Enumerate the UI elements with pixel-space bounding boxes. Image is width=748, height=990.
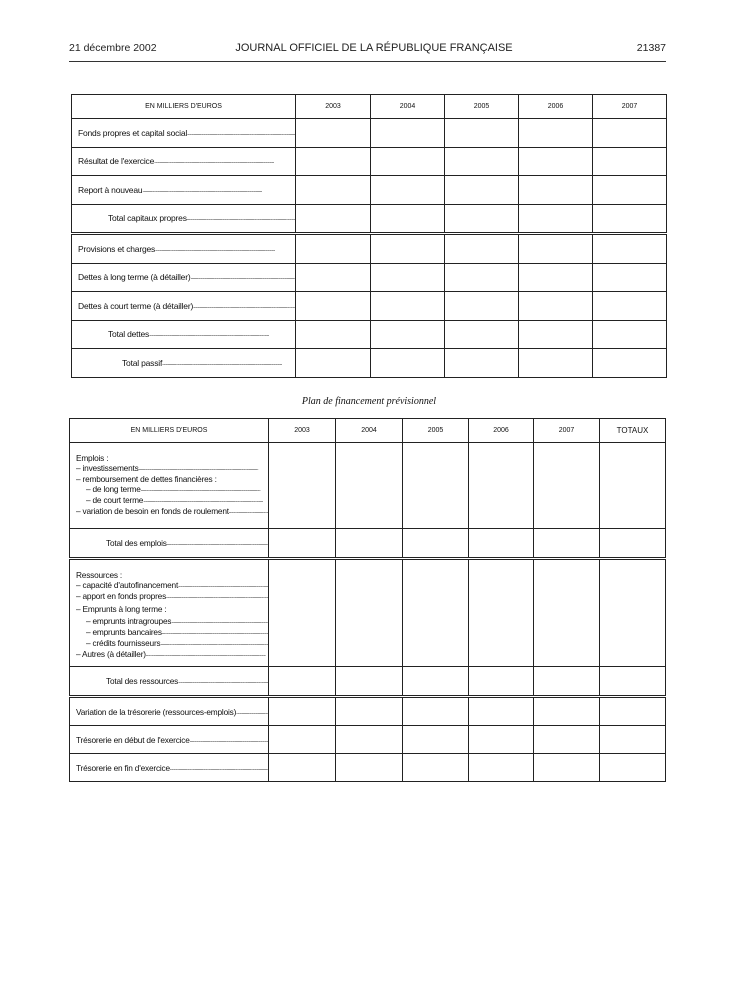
leader-dots (167, 538, 268, 548)
value-cell[interactable] (469, 667, 534, 697)
year-header: 2005 (403, 419, 469, 443)
value-cell[interactable] (371, 176, 445, 205)
value-cell[interactable] (371, 147, 445, 176)
leader-dots (162, 627, 268, 638)
row-label: Variation de la trésorerie (ressources-emplois) (76, 706, 237, 717)
row-label: Total capitaux propres (108, 213, 187, 224)
leader-dots (170, 763, 268, 773)
row-label: Trésorerie en fin d'exercice (76, 762, 170, 773)
value-cell[interactable] (371, 349, 445, 378)
value-cell[interactable] (371, 119, 445, 148)
leader-dots (143, 495, 263, 506)
value-cell[interactable] (534, 529, 600, 559)
year-header: 2006 (519, 95, 593, 119)
table-row (72, 292, 667, 321)
ressources-item: – Emprunts à long terme : (76, 604, 167, 614)
value-cell[interactable] (269, 559, 336, 667)
year-header: 2003 (296, 95, 371, 119)
emplois-heading: Emplois : (76, 453, 109, 463)
value-cell[interactable] (519, 119, 593, 148)
value-cell[interactable] (403, 726, 469, 754)
value-cell[interactable] (593, 176, 667, 205)
value-cell[interactable] (371, 234, 445, 264)
value-cell[interactable] (296, 147, 371, 176)
unit-header: EN MILLIERS D'EUROS (70, 419, 269, 443)
value-cell[interactable] (600, 667, 666, 697)
table-row-total (72, 349, 667, 378)
row-label: Total dettes (108, 329, 150, 340)
value-cell[interactable] (519, 176, 593, 205)
leader-dots (187, 213, 295, 223)
value-cell[interactable] (445, 204, 519, 234)
value-cell[interactable] (296, 119, 371, 148)
row-label: Report à nouveau (78, 184, 143, 195)
value-cell[interactable] (371, 204, 445, 234)
emplois-item: – remboursement de dettes financières : (76, 474, 217, 484)
value-cell[interactable] (600, 697, 666, 726)
row-label: Trésorerie en début de l'exercice (76, 734, 190, 745)
value-cell[interactable] (593, 292, 667, 321)
leader-dots (141, 484, 261, 495)
table-caption: Plan de financement prévisionnel (301, 396, 437, 407)
value-cell[interactable] (296, 263, 371, 292)
row-label: Provisions et charges (78, 243, 156, 254)
value-cell[interactable] (534, 559, 600, 667)
value-cell[interactable] (371, 320, 445, 349)
value-cell[interactable] (445, 234, 519, 264)
leader-dots (142, 185, 262, 195)
value-cell[interactable] (593, 119, 667, 148)
leader-dots (178, 676, 268, 686)
row-label: Fonds propres et capital social (78, 127, 188, 138)
table-row (70, 726, 666, 754)
year-header: 2003 (269, 419, 336, 443)
value-cell[interactable] (403, 754, 469, 782)
leader-dots (190, 272, 295, 282)
table-row-total (72, 320, 667, 349)
leader-dots (149, 329, 269, 339)
year-header: 2006 (469, 419, 534, 443)
leader-dots (178, 580, 268, 591)
table-row-total (70, 667, 666, 697)
value-cell[interactable] (519, 349, 593, 378)
value-cell[interactable] (600, 443, 666, 529)
emplois-subitem: – de long terme (86, 484, 141, 494)
year-header: 2005 (445, 95, 519, 119)
ressources-item: – Autres (à détailler) (76, 649, 146, 659)
value-cell[interactable] (403, 443, 469, 529)
financement-table (69, 418, 666, 782)
table-row (72, 263, 667, 292)
leader-dots (160, 638, 268, 649)
leader-dots (166, 591, 268, 602)
unit-header: EN MILLIERS D'EUROS (72, 95, 296, 119)
table-header-row (72, 95, 667, 119)
value-cell[interactable] (403, 667, 469, 697)
table-row (72, 147, 667, 176)
value-cell[interactable] (469, 697, 534, 726)
leader-dots (154, 156, 274, 166)
value-cell[interactable] (534, 697, 600, 726)
table-row (72, 119, 667, 148)
table-row (70, 754, 666, 782)
ressources-subitem: – emprunts intragroupes (86, 616, 172, 626)
value-cell[interactable] (600, 559, 666, 667)
value-cell[interactable] (534, 754, 600, 782)
value-cell[interactable] (534, 443, 600, 529)
value-cell[interactable] (269, 529, 336, 559)
header-rule (69, 61, 666, 62)
value-cell[interactable] (600, 529, 666, 559)
value-cell[interactable] (600, 726, 666, 754)
value-cell[interactable] (593, 320, 667, 349)
journal-title: JOURNAL OFFICIEL DE LA RÉPUBLIQUE FRANÇAISE (235, 42, 513, 54)
totals-header: TOTAUX (600, 419, 666, 443)
value-cell[interactable] (269, 697, 336, 726)
table-row (72, 234, 667, 264)
value-cell[interactable] (336, 667, 403, 697)
value-cell[interactable] (336, 754, 403, 782)
value-cell[interactable] (403, 529, 469, 559)
value-cell[interactable] (269, 443, 336, 529)
value-cell[interactable] (296, 176, 371, 205)
value-cell[interactable] (519, 234, 593, 264)
leader-dots (229, 506, 268, 517)
value-cell[interactable] (519, 147, 593, 176)
value-cell[interactable] (269, 726, 336, 754)
value-cell[interactable] (269, 667, 336, 697)
ressources-item: – capacité d'autofinancement (76, 580, 179, 590)
value-cell[interactable] (269, 754, 336, 782)
ressources-subitem: – crédits fournisseurs (86, 638, 161, 648)
value-cell[interactable] (469, 726, 534, 754)
value-cell[interactable] (296, 349, 371, 378)
value-cell[interactable] (445, 147, 519, 176)
value-cell[interactable] (445, 176, 519, 205)
year-header: 2007 (593, 95, 667, 119)
value-cell[interactable] (336, 697, 403, 726)
year-header: 2004 (336, 419, 403, 443)
value-cell[interactable] (534, 667, 600, 697)
value-cell[interactable] (593, 204, 667, 234)
value-cell[interactable] (445, 292, 519, 321)
value-cell[interactable] (445, 349, 519, 378)
leader-dots (193, 301, 295, 311)
leader-dots (155, 244, 275, 254)
value-cell[interactable] (336, 726, 403, 754)
emplois-block-row (70, 443, 666, 529)
row-label: Dettes à court terme (à détailler) (78, 300, 194, 311)
table-row (72, 176, 667, 205)
value-cell[interactable] (519, 292, 593, 321)
value-cell[interactable] (519, 204, 593, 234)
emplois-subitem: – de court terme (86, 495, 144, 505)
year-header: 2007 (534, 419, 600, 443)
value-cell[interactable] (469, 754, 534, 782)
row-label: Total des emplois (106, 538, 167, 548)
row-label: Dettes à long terme (à détailler) (78, 272, 191, 283)
value-cell[interactable] (296, 234, 371, 264)
value-cell[interactable] (593, 349, 667, 378)
value-cell[interactable] (519, 263, 593, 292)
value-cell[interactable] (534, 726, 600, 754)
value-cell[interactable] (593, 147, 667, 176)
table-header-row (70, 419, 666, 443)
leader-dots (162, 358, 282, 368)
ressources-heading: Ressources : (76, 570, 123, 580)
value-cell[interactable] (519, 320, 593, 349)
year-header: 2004 (371, 95, 445, 119)
ressources-item: – apport en fonds propres (76, 591, 167, 601)
value-cell[interactable] (469, 529, 534, 559)
table-row (70, 697, 666, 726)
value-cell[interactable] (445, 263, 519, 292)
ressources-subitem: – emprunts bancaires (86, 627, 162, 637)
ressources-block-row (70, 559, 666, 667)
page-number: 21387 (636, 42, 666, 54)
header-date: 21 décembre 2002 (69, 42, 157, 54)
table-row-total (72, 204, 667, 234)
row-label: Résultat de l'exercice (78, 156, 155, 167)
value-cell[interactable] (336, 559, 403, 667)
value-cell[interactable] (403, 697, 469, 726)
value-cell[interactable] (336, 443, 403, 529)
value-cell[interactable] (445, 119, 519, 148)
leader-dots (171, 616, 268, 627)
emplois-item: – investissements (76, 463, 139, 473)
value-cell[interactable] (469, 443, 534, 529)
leader-dots (190, 735, 268, 745)
value-cell[interactable] (336, 529, 403, 559)
value-cell[interactable] (593, 263, 667, 292)
table-row-total (70, 529, 666, 559)
value-cell[interactable] (593, 234, 667, 264)
value-cell[interactable] (296, 292, 371, 321)
value-cell[interactable] (371, 263, 445, 292)
value-cell[interactable] (600, 754, 666, 782)
value-cell[interactable] (296, 320, 371, 349)
leader-dots (187, 128, 295, 138)
value-cell[interactable] (371, 292, 445, 321)
row-label: Total des ressources (106, 676, 179, 686)
bilan-table (71, 94, 667, 378)
emplois-item: – variation de besoin en fonds de roulement (76, 506, 229, 516)
leader-dots (236, 707, 268, 717)
leader-dots (139, 463, 259, 474)
value-cell[interactable] (403, 559, 469, 667)
row-label: Total passif (122, 357, 163, 368)
value-cell[interactable] (469, 559, 534, 667)
value-cell[interactable] (296, 204, 371, 234)
value-cell[interactable] (445, 320, 519, 349)
leader-dots (146, 649, 266, 660)
